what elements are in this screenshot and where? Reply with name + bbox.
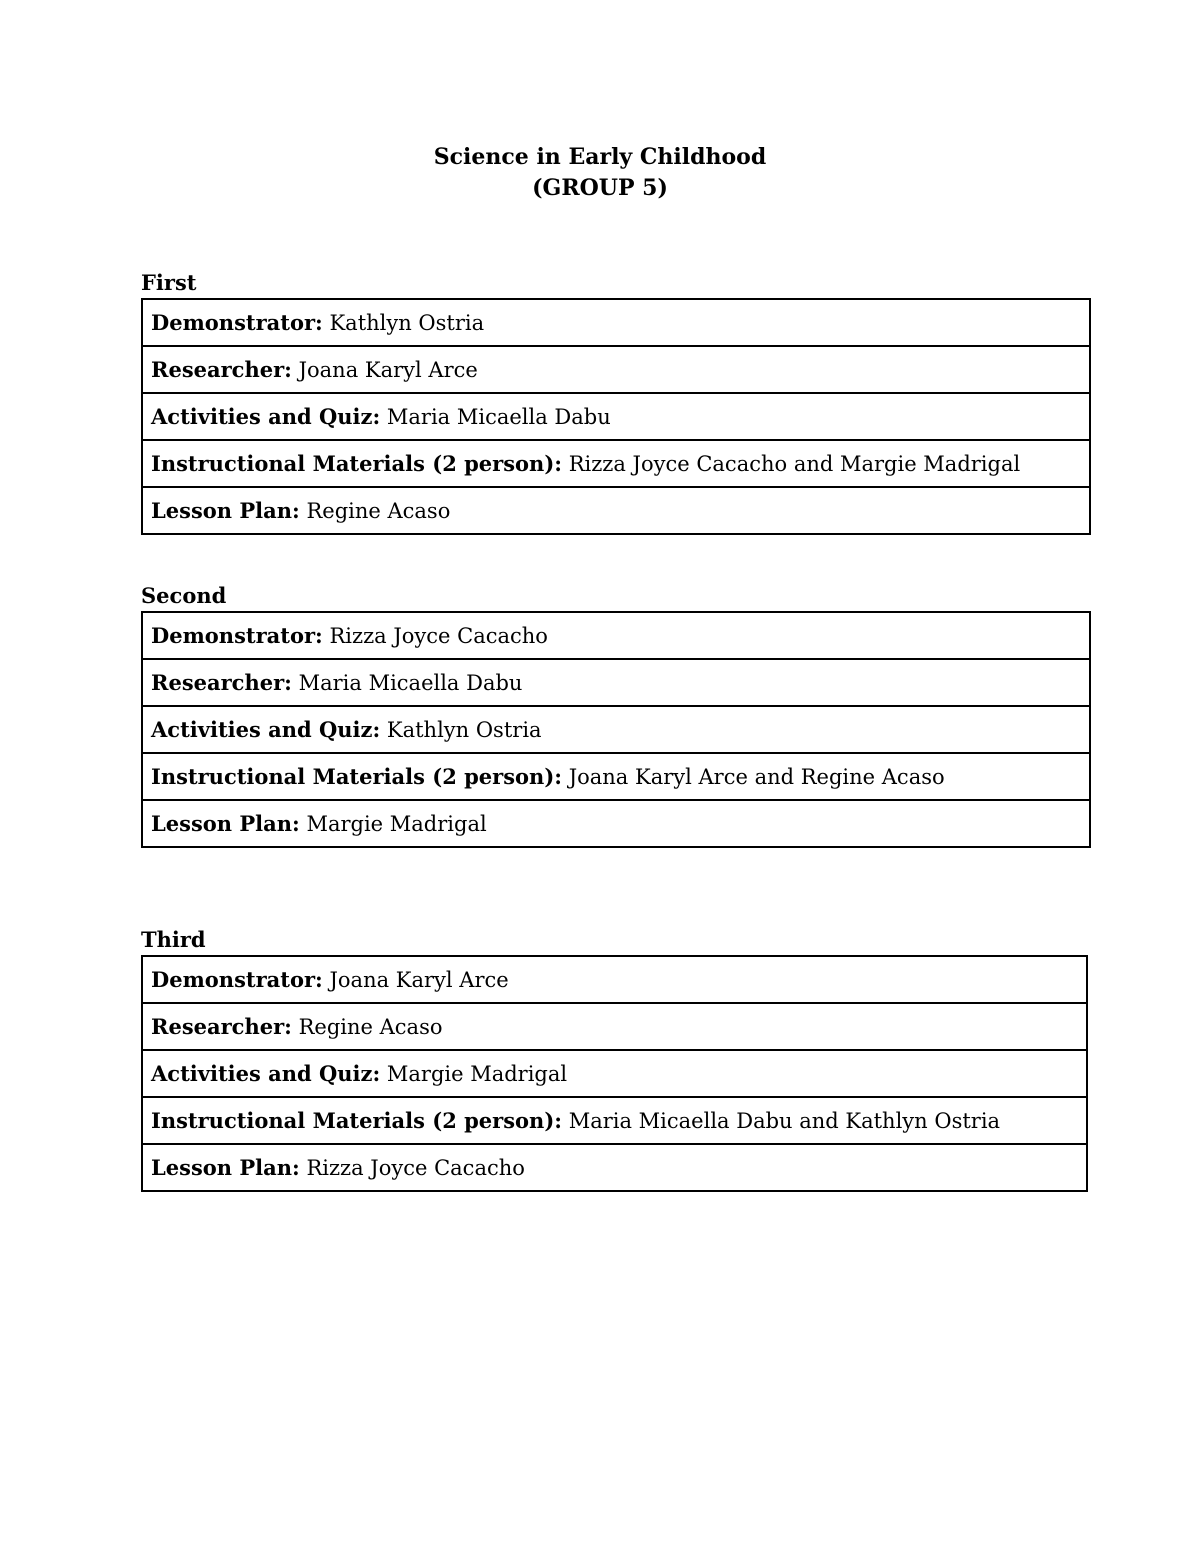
role-label: Demonstrator: [151,622,323,648]
role-label: Instructional Materials (2 person): [151,1107,563,1133]
table-row [142,956,1087,1003]
assignee-name: Maria Micaella Dabu [386,404,611,429]
table-cell [142,1097,1087,1144]
table-row [142,753,1090,800]
table-cell [142,1050,1087,1097]
role-label: Demonstrator: [151,966,323,992]
assignment-table [141,611,1091,848]
table-cell [142,487,1090,534]
assignee-name: Regine Acaso [298,1014,443,1039]
section-third [141,927,1088,1192]
section-label: Third [141,927,206,952]
role-label: Demonstrator: [151,309,323,335]
table-row [142,299,1090,346]
assignee-name: Joana Karyl Arce and Regine Acaso [568,764,945,789]
assignee-name: Rizza Joyce Cacacho and Margie Madrigal [568,451,1021,476]
table-row [142,800,1090,847]
role-label: Instructional Materials (2 person): [151,763,563,789]
assignee-name: Margie Madrigal [306,811,487,836]
table-cell [142,1003,1087,1050]
assignee-name: Maria Micaella Dabu [298,670,523,695]
role-label: Lesson Plan: [151,497,300,523]
role-label: Activities and Quiz: [151,403,381,429]
assignee-name: Joana Karyl Arce [329,967,509,992]
table-row [142,440,1090,487]
table-row [142,1097,1087,1144]
table-cell [142,659,1090,706]
assignee-name: Margie Madrigal [386,1061,568,1086]
table-row [142,1050,1087,1097]
table-row [142,393,1090,440]
role-label: Activities and Quiz: [151,1060,381,1086]
table-row [142,612,1090,659]
assignment-table [141,298,1091,535]
assignee-name: Kathlyn Ostria [386,717,542,742]
role-label: Lesson Plan: [151,810,300,836]
document-header [0,142,1200,204]
assignee-name: Maria Micaella Dabu and Kathlyn Ostria [568,1108,1001,1133]
table-cell [142,440,1090,487]
role-label: Researcher: [151,356,292,382]
assignee-name: Regine Acaso [306,498,451,523]
table-row [142,706,1090,753]
role-label: Researcher: [151,1013,292,1039]
role-label: Activities and Quiz: [151,716,381,742]
document-title: Science in Early Childhood [433,144,767,170]
role-label: Instructional Materials (2 person): [151,450,563,476]
table-cell [142,706,1090,753]
assignee-name: Rizza Joyce Cacacho [329,623,548,648]
assignment-table [141,955,1088,1192]
table-cell [142,1144,1087,1191]
document-subtitle: (GROUP 5) [532,175,668,201]
assignee-name: Rizza Joyce Cacacho [306,1155,525,1180]
table-row [142,487,1090,534]
role-label: Lesson Plan: [151,1154,300,1180]
table-cell [142,299,1090,346]
section-label: Second [141,583,227,608]
table-cell [142,753,1090,800]
assignee-name: Kathlyn Ostria [329,310,485,335]
section-first [141,270,1091,535]
section-label: First [141,270,197,295]
table-cell [142,956,1087,1003]
table-row [142,346,1090,393]
table-cell [142,393,1090,440]
table-cell [142,612,1090,659]
table-row [142,1003,1087,1050]
role-label: Researcher: [151,669,292,695]
table-row [142,659,1090,706]
section-second [141,583,1091,848]
assignee-name: Joana Karyl Arce [298,357,478,382]
table-cell [142,800,1090,847]
table-row [142,1144,1087,1191]
table-cell [142,346,1090,393]
